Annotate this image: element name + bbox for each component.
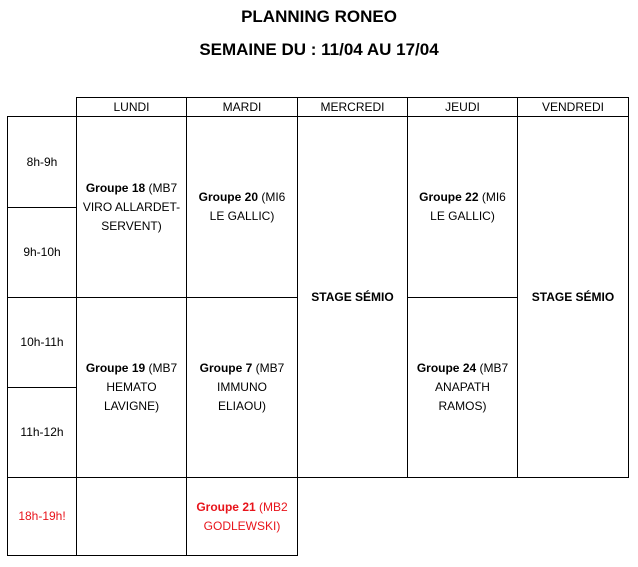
time-18h-19h: 18h-19h!	[7, 477, 77, 556]
header-mercredi: MERCREDI	[297, 97, 408, 117]
slot-lundi-10h-12h: Groupe 19 (MB7 HEMATO LAVIGNE)	[76, 297, 187, 478]
time-9h-10h: 9h-10h	[7, 207, 77, 298]
header-jeudi: JEUDI	[407, 97, 518, 117]
slot-jeudi-10h-12h: Groupe 24 (MB7 ANAPATH RAMOS)	[407, 297, 518, 478]
time-10h-11h: 10h-11h	[7, 297, 77, 388]
slot-vendredi-stage: STAGE SÉMIO	[517, 116, 629, 478]
slot-jeudi-8h-10h: Groupe 22 (MI6 LE GALLIC)	[407, 116, 518, 298]
page-subtitle: SEMAINE DU : 11/04 AU 17/04	[199, 40, 439, 59]
time-8h-9h: 8h-9h	[7, 116, 77, 208]
slot-mardi-10h-12h: Groupe 7 (MB7 IMMUNO ELIAOU)	[186, 297, 298, 478]
header-vendredi: VENDREDI	[517, 97, 629, 117]
slot-mercredi-stage: STAGE SÉMIO	[297, 116, 408, 478]
page-title: PLANNING RONEO	[241, 7, 397, 26]
slot-mardi-evening: Groupe 21 (MB2 GODLEWSKI)	[186, 477, 298, 556]
header-lundi: LUNDI	[76, 97, 187, 117]
slot-mardi-8h-10h: Groupe 20 (MI6 LE GALLIC)	[186, 116, 298, 298]
slot-lundi-evening	[76, 477, 187, 556]
slot-lundi-8h-10h: Groupe 18 (MB7 VIRO ALLARDET- SERVENT)	[76, 116, 187, 298]
time-11h-12h: 11h-12h	[7, 387, 77, 478]
header-mardi: MARDI	[186, 97, 298, 117]
